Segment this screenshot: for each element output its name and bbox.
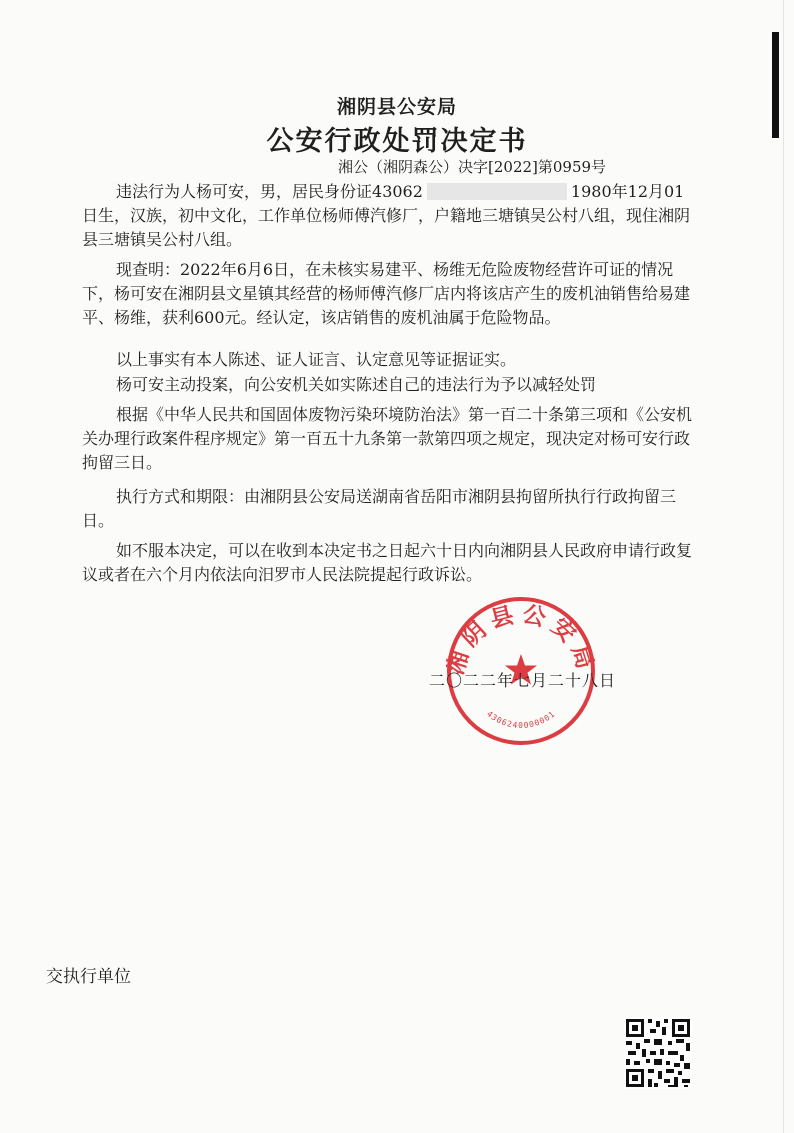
offender-info-start: 违法行为人杨可安，男，居民身份证 [116, 182, 373, 201]
evidence-text: 以上事实有本人陈述、证人证言、认定意见等证据证实。 [116, 350, 517, 369]
qr-code-icon [624, 1017, 692, 1089]
facts-text: 现查明：2022年6月6日，在未核实易建平、杨维无危险废物经营许可证的情况下，杨可安在湘阴县文星镇其经营的杨师傅汽修厂店内将该店产生的废机油销售给易建平、杨维，获利600元。经认定，该店销售的废机油属于危险物品。 [82, 260, 691, 327]
evidence-paragraph [82, 348, 694, 372]
appeal-paragraph [82, 539, 694, 587]
mitigation-text: 杨可安主动投案，向公安机关如实陈述自己的违法行为予以减轻处罚 [116, 375, 597, 394]
issue-date: 二〇二二年七月二十八日 [429, 671, 617, 690]
id-redaction [427, 183, 567, 200]
issuing-organization: 湘阴县公安局 [336, 96, 457, 118]
legal-basis-paragraph [82, 403, 694, 475]
execution-text: 执行方式和期限：由湘阴县公安局送湖南省岳阳市湘阴县拘留所执行行政拘留三日。 [82, 487, 677, 530]
svg-text:4306240000001: 4306240000001 [484, 709, 558, 731]
offender-paragraph [82, 180, 694, 252]
offender-info-end: 1980年12月01日生，汉族，初中文化，工作单位杨师傅汽修厂，户籍地三塘镇吴公村八组，现住湘阴县三塘镇吴公村八组。 [82, 182, 691, 249]
legal-basis-text: 根据《中华人民共和国固体废物污染环境防治法》第一百二十条第三项和《公安机关办理行政案件程序规定》第一百五十九条第一款第四项之规定，现决定对杨可安行政拘留三日。 [82, 405, 693, 472]
document-number: 湘公（湘阴森公）决字[2022]第0959号 [338, 158, 607, 176]
facts-paragraph [82, 258, 694, 330]
id-number-visible: 43062 [372, 182, 423, 201]
scan-edge-line [783, 0, 784, 1133]
mitigation-paragraph [82, 373, 694, 397]
appeal-text: 如不服本决定，可以在收到本决定书之日起六十日内向湘阴县人民政府申请行政复议或者在六个月内依法向汨罗市人民法院提起行政诉讼。 [82, 541, 693, 584]
execution-paragraph [82, 485, 694, 533]
document-title: 公安行政处罚决定书 [266, 126, 528, 157]
handover-unit-label: 交执行单位 [46, 967, 131, 987]
svg-text:湘阴县公安局: 阴县公安 [457, 601, 585, 653]
